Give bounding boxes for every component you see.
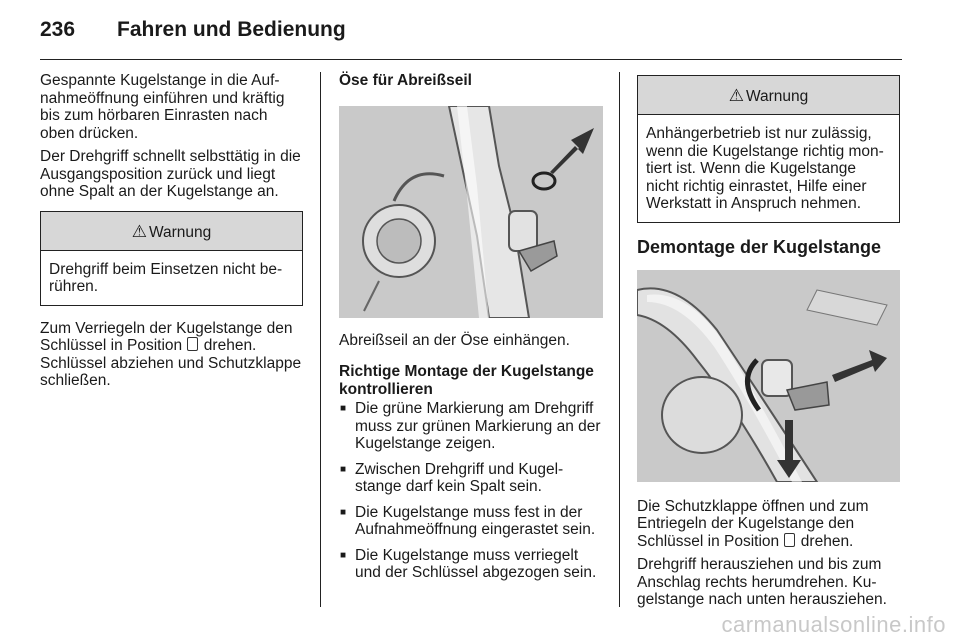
key-position-icon [187, 337, 198, 351]
paragraph-part: drehen. Schlüssel abziehen und Schutzklappe schließen. [40, 337, 302, 389]
figure-removal [637, 270, 900, 482]
paragraph-part: Die Schutzklappe öffnen und zum Entriegeln der Kugelstange den Schlüssel in Position [637, 497, 869, 550]
list-item: ■ Die grüne Markierung am Drehgriff muss zur grünen Markierung an der Kugelstange zeigen. [339, 400, 603, 453]
column-divider [619, 72, 620, 607]
paragraph: Drehgriff herausziehen und bis zum Anschlag rechts herumdrehen. Kugelstange nach unten herausziehen. [637, 556, 887, 608]
page-number: 236 [40, 18, 76, 41]
list-item: ■ Zwischen Drehgriff und Kugelstange darf kein Spalt sein. [339, 461, 603, 496]
paragraph: Gespannte Kugelstange in die Aufnahmeöffnung einführen und kräftig bis zum hörbaren Einrasten nach oben drücken. [40, 72, 285, 142]
warning-heading [638, 76, 899, 115]
figure-eyelet [339, 106, 603, 318]
warning-heading [41, 212, 302, 251]
page-title: Fahren und Bedienung [117, 18, 346, 41]
list-item: ■ Die Kugelstange muss verriegelt und der Schlüssel abgezogen sein. [339, 547, 603, 582]
column-divider [320, 72, 321, 607]
header-divider [40, 59, 902, 60]
column-1 [40, 72, 303, 396]
tow-bar-removal-illustration [637, 270, 900, 482]
warning-triangle-icon: ⚠ [728, 86, 744, 105]
section-heading: Richtige Montage der Kugelstange kontrollieren [339, 363, 594, 398]
warning-text: Drehgriff beim Einsetzen nicht berühren. [49, 260, 283, 295]
paragraph [637, 498, 900, 551]
section-heading: Demontage der Kugelstange [637, 236, 882, 257]
warning-box [637, 75, 900, 223]
section-heading: Öse für Abreißseil [339, 72, 472, 89]
page-header [40, 18, 346, 42]
warning-label: Warnung [148, 223, 212, 241]
paragraph [40, 320, 303, 390]
list-item: ■ Die Kugelstange muss fest in der Aufnahmeöffnung eingerastet sein. [339, 504, 603, 539]
paragraph: Der Drehgriff schnellt selbsttätig in die Ausgangsposition zurück und liegt ohne Spalt an der Kugelstange an. [40, 148, 301, 200]
tow-bar-eyelet-illustration [339, 106, 603, 318]
warning-label: Warnung [745, 88, 809, 105]
watermark: carmanualsonline.info [721, 612, 946, 637]
paragraph-part: drehen. [800, 532, 854, 550]
warning-box [40, 211, 303, 306]
checklist [339, 400, 603, 582]
figure-caption: Abreißseil an der Öse einhängen. [339, 331, 570, 349]
warning-text: Anhängerbetrieb ist nur zulässig, wenn die Kugelstange richtig montiert ist. Wenn die Kugelstange nicht richtig einrastet, Hilfe einer Werkstatt in Anspruch nehmen. [646, 125, 884, 212]
column-3 [637, 72, 900, 615]
paragraph-part: Zum Verriegeln der Kugelstange den Schlüssel in Position [40, 319, 293, 354]
key-position-icon [784, 533, 795, 547]
warning-triangle-icon: ⚠ [131, 221, 147, 241]
column-2 [339, 72, 603, 590]
